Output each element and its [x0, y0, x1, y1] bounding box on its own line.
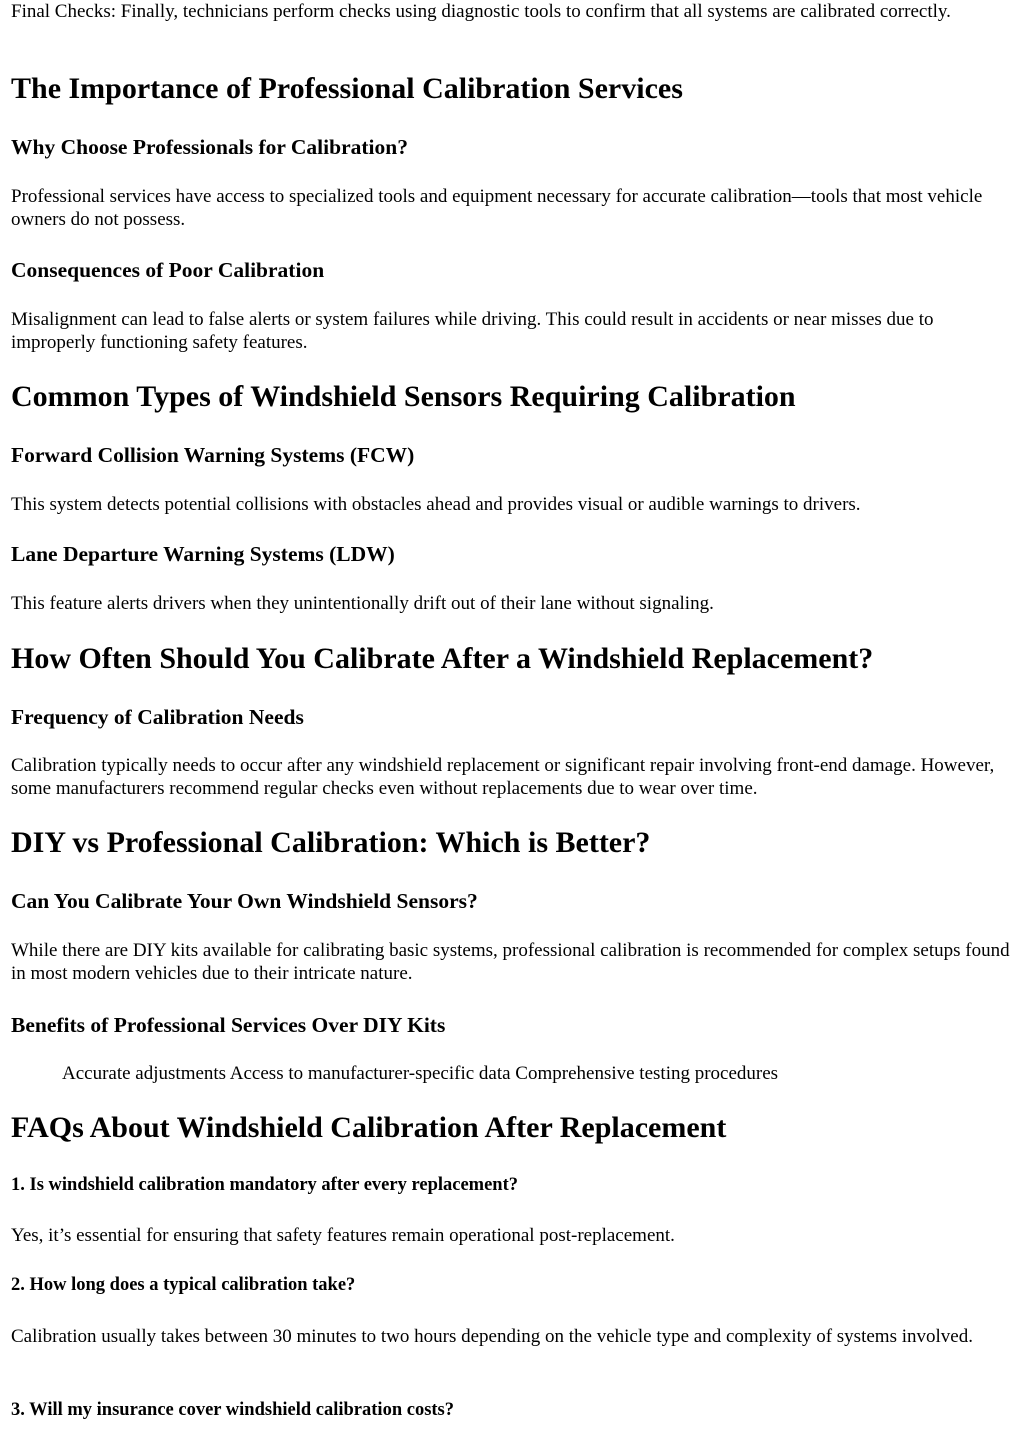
faq-answer-1: Yes, it’s essential for ensuring that safety features remain operational post-replacement.	[11, 1225, 675, 1246]
section-heading-importance: The Importance of Professional Calibration Services	[11, 72, 683, 105]
subheading-fcw: Forward Collision Warning Systems (FCW)	[11, 443, 415, 467]
faq-question-1: 1. Is windshield calibration mandatory after every replacement?	[11, 1175, 518, 1195]
section-heading-sensor-types: Common Types of Windshield Sensors Requiring Calibration	[11, 380, 796, 413]
section-heading-faqs: FAQs About Windshield Calibration After Replacement	[11, 1111, 727, 1144]
section-heading-frequency: How Often Should You Calibrate After a Windshield Replacement?	[11, 642, 874, 675]
faq-question-2: 2. How long does a typical calibration take?	[11, 1275, 356, 1295]
benefits-list: Accurate adjustments Access to manufacturer-specific data Comprehensive testing procedures	[62, 1063, 779, 1084]
subheading-benefits: Benefits of Professional Services Over DIY Kits	[11, 1013, 446, 1037]
paragraph-fcw: This system detects potential collisions with obstacles ahead and provides visual or audible warnings to drivers.	[11, 494, 861, 515]
faq-answer-2: Calibration usually takes between 30 minutes to two hours depending on the vehicle type and complexity of systems involved.	[11, 1326, 973, 1347]
subheading-why-professionals: Why Choose Professionals for Calibration?	[11, 135, 408, 159]
subheading-frequency-needs: Frequency of Calibration Needs	[11, 705, 304, 729]
intro-paragraph: Final Checks: Finally, technicians perform checks using diagnostic tools to confirm that all systems are calibrated correctly.	[11, 1, 951, 22]
paragraph-frequency-needs: Calibration typically needs to occur after any windshield replacement or significant repair involving front-end damage. However, some manufacturers recommend regular checks even without replacements due to wear over time.	[11, 755, 995, 799]
paragraph-ldw: This feature alerts drivers when they unintentionally drift out of their lane without signaling.	[11, 593, 714, 614]
subheading-ldw: Lane Departure Warning Systems (LDW)	[11, 542, 395, 566]
faq-question-3: 3. Will my insurance cover windshield calibration costs?	[11, 1400, 454, 1420]
subheading-calibrate-own: Can You Calibrate Your Own Windshield Sensors?	[11, 889, 478, 913]
paragraph-consequences: Misalignment can lead to false alerts or system failures while driving. This could result in accidents or near misses due to improperly functioning safety features.	[11, 309, 934, 353]
section-heading-diy-vs-professional: DIY vs Professional Calibration: Which is Better?	[11, 826, 651, 859]
paragraph-why-professionals: Professional services have access to specialized tools and equipment necessary for accurate calibration—tools that most vehicle owners do not possess.	[11, 186, 983, 230]
subheading-consequences: Consequences of Poor Calibration	[11, 258, 325, 282]
paragraph-calibrate-own: While there are DIY kits available for calibrating basic systems, professional calibration is recommended for complex setups found in most modern vehicles due to their intricate nature.	[11, 940, 1010, 984]
